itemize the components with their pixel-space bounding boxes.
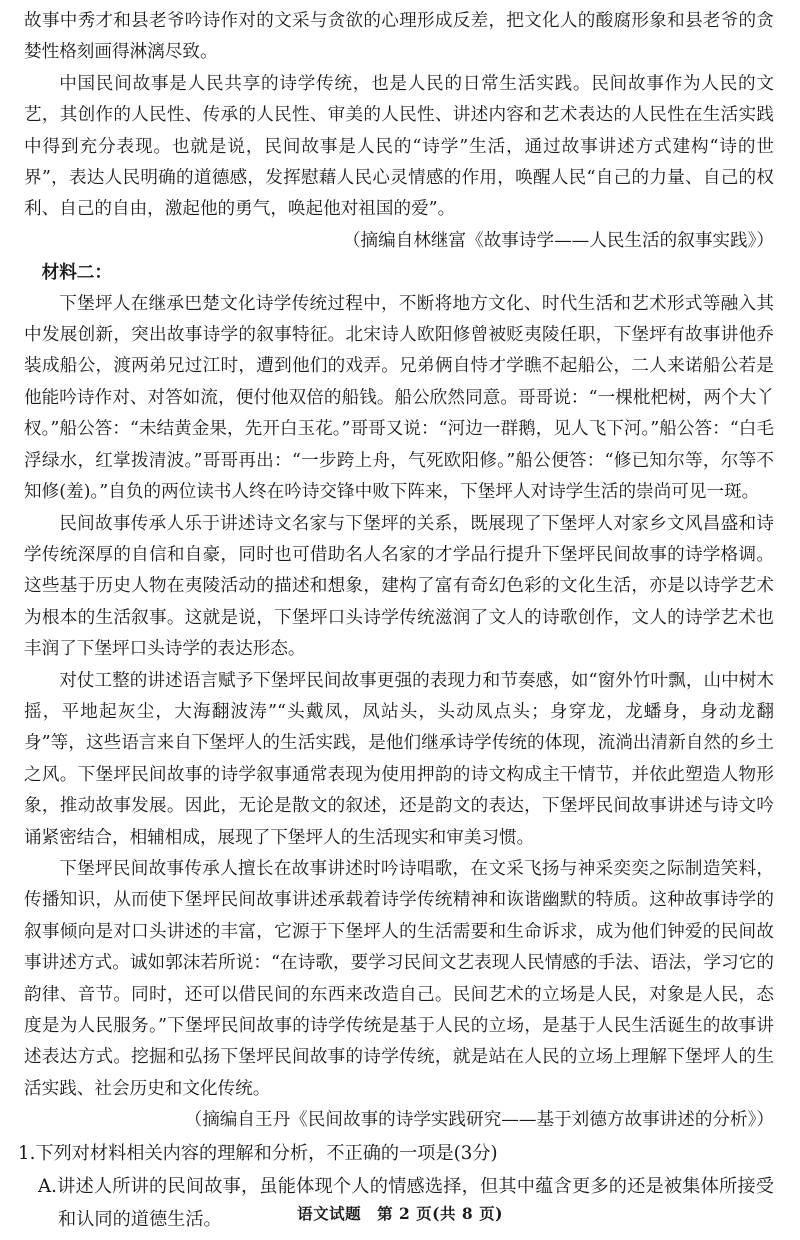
page-footer: 语文试题 第 2 页(共 8 页): [297, 1204, 503, 1223]
question-1-stem: 1.下列对材料相关内容的理解和分析，不正确的一项是(3分): [18, 1142, 498, 1164]
paragraph-continued: 故事中秀才和县老爷吟诗作对的文采与贪欲的心理形成反差，把文化人的酸腐形象和县老爷的贪婪性格刻画得淋漓尽致。: [24, 11, 774, 63]
source-citation-2: （摘编自王丹《民间故事的诗学实践研究——基于刘德方故事讲述的分析》）: [184, 1110, 774, 1131]
paragraph-literati-relation: 民间故事传承人乐于讲述诗文名家与下堡坪的关系，既展现了下堡坪人对家乡文风昌盛和诗学传统深厚的自信和自豪，同时也可借助名人名家的才学品行提升下堡坪民间故事的诗学格调。这些基于历史人物在夷陵活动的描述和想象，建构了富有奇幻色彩的文化生活，亦是以诗学艺术为根本的生活叙事。这就是说，下堡坪口头诗学传统滋润了文人的诗歌创作，文人的诗学艺术也丰润了下堡坪口头诗学的表达形态。: [24, 513, 774, 660]
material-two-heading: 材料二：: [41, 262, 112, 284]
paragraph-storyteller-singing: 下堡坪民间故事传承人擅长在故事讲述时吟诗唱歌，在文采飞扬与神采奕奕之际制造笑料，传播知识，从而使下堡坪民间故事讲述承载着诗学传统精神和诙谐幽默的特质。这种故事诗学的叙事倾向是对口头讲述的丰富，它源于下堡坪人的生活需要和生命诉求，成为他们钟爱的民间故事讲述方式。诚如郭沫若所说：“在诗歌，要学习民间文艺表现人民情感的手法、语法，学习它的韵律、音节。同时，还可以借民间的东西来改造自己。民间艺术的立场是人民，对象是人民，态度是为人民服务。”下堡坪民间故事的诗学传统是基于人民的立场，是基于人民生活诞生的故事讲述表达方式。挖掘和弘扬下堡坪民间故事的诗学传统，就是站在人民的立场上理解下堡坪人的生活实践、社会历史和文化传统。: [24, 858, 774, 1099]
paragraph-folk-story-poetics: 中国民间故事是人民共享的诗学传统，也是人民的日常生活实践。民间故事作为人民的文艺，其创作的人民性、传承的人民性、审美的人民性、讲述内容和艺术表达的人民性在生活实践中得到充分表现。也就是说，民间故事是人民的“诗学”生活，通过故事讲述方式建构“诗的世界”，表达人民明确的道德感，发挥慰藉人民心灵情感的作用，唤醒人民“自己的力量、自己的权利、自己的自由，激起他的勇气，唤起他对祖国的爱”。: [24, 73, 774, 220]
source-citation-1: （摘编自林继富《故事诗学——人民生活的叙事实践》）: [342, 230, 774, 251]
question-1-option-a: A.讲述人所讲的民间故事，虽能体现个人的情感选择，但其中蕴含更多的还是被集体所接受和认同的道德生活。: [38, 1175, 774, 1230]
paragraph-parallel-language: 对仗工整的讲述语言赋予下堡坪民间故事更强的表现力和节奏感，如“窗外竹叶飘，山中树木摇，平地起灰尘，大海翻波涛”“头戴凤，凤站头，头动凤点头；身穿龙，龙蟠身，身动龙翻身”等，这些语言来自下堡坪人的生活实践，是他们继承诗学传统的体现，流淌出清新自然的乡土之风。下堡坪民间故事的诗学叙事通常表现为使用押韵的诗文构成主干情节，并依此塑造人物形象，推动故事发展。因此，无论是散文的叙述，还是韵文的表达，下堡坪民间故事讲述与诗文吟诵紧密结合，相辅相成，展现了下堡坪人的生活现实和审美习惯。: [24, 670, 774, 848]
paragraph-xiabaoping-inheritance: 下堡坪人在继承巴楚文化诗学传统过程中，不断将地方文化、时代生活和艺术形式等融入其中发展创新，突出故事诗学的叙事特征。北宋诗人欧阳修曾被贬夷陵任职，下堡坪有故事讲他乔装成船公，渡两弟兄过江时，遭到他们的戏弄。兄弟俩自恃才学瞧不起船公，二人来诺船公若是他能吟诗作对、对答如流，便付他双倍的船钱。船公欣然同意。哥哥说：“一棵枇杷树，两个大丫杈。”船公答：“未结黄金果，先开白玉花。”哥哥又说：“河边一群鹅，见人飞下河。”船公答：“白毛浮绿水，红掌拨清波。”哥哥再出：“一步跨上舟，气死欧阳修。”船公便答：“修已知尔等，尔等不知修(羞)。”自负的两位读书人终在吟诗交锋中败下阵来，下堡坪人对诗学生活的崇尚可见一斑。: [24, 293, 774, 503]
